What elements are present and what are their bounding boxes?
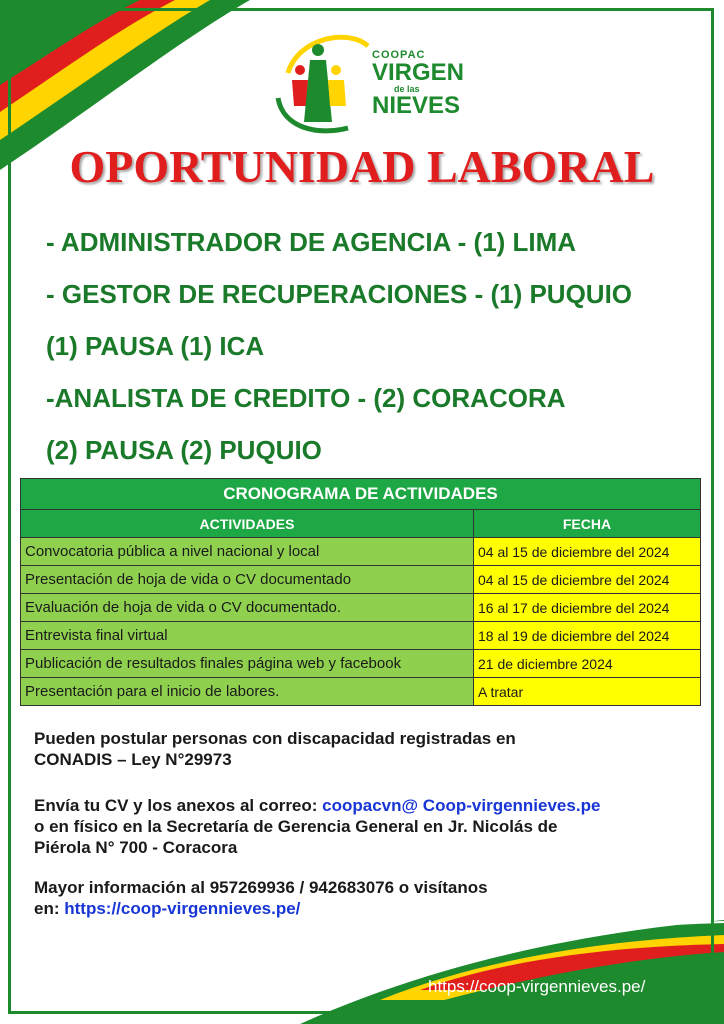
activity-cell: Presentación para el inicio de labores.: [21, 678, 474, 706]
more-info-prefix: en:: [34, 899, 65, 918]
more-info-line2: [34, 898, 488, 919]
send-cv-prefix: Envía tu CV y los anexos al correo:: [34, 796, 323, 815]
logo-virgen: VIRGEN: [372, 59, 465, 86]
email-link[interactable]: coopacvn@ Coop-virgennieves.pe: [322, 796, 601, 815]
table-row: [21, 538, 701, 566]
activity-cell: Presentación de hoja de vida o CV documentado: [21, 566, 474, 594]
send-cv-note: [34, 795, 600, 858]
date-cell: 21 de diciembre 2024: [474, 650, 701, 678]
date-cell: 04 al 15 de diciembre del 2024: [474, 566, 701, 594]
logo-nieves: NIEVES: [372, 92, 461, 119]
send-cv-line2: o en físico en la Secretaría de Gerencia General en Jr. Nicolás de: [34, 817, 558, 836]
table-row: [21, 678, 701, 706]
activity-cell: Publicación de resultados finales página web y facebook: [21, 650, 474, 678]
send-cv-line1: [34, 795, 600, 816]
activity-cell: Convocatoria pública a nivel nacional y local: [21, 538, 474, 566]
website-link[interactable]: https://coop-virgennieves.pe/: [64, 899, 301, 918]
date-cell: A tratar: [474, 678, 701, 706]
disability-note-line2: CONADIS – Ley N°29973: [34, 750, 232, 769]
position-line: - GESTOR DE RECUPERACIONES - (1) PUQUIO: [46, 279, 633, 309]
footer-url[interactable]: https://coop-virgennieves.pe/: [428, 977, 646, 996]
logo-delas: de las: [394, 84, 420, 94]
more-info-line1: Mayor información al 957269936 / 942683076 o visítanos: [34, 878, 488, 897]
date-cell: 18 al 19 de diciembre del 2024: [474, 622, 701, 650]
disability-note: [34, 728, 516, 770]
activity-cell: Entrevista final virtual: [21, 622, 474, 650]
position-line: (1) PAUSA (1) ICA: [46, 331, 265, 361]
activity-cell: Evaluación de hoja de vida o CV documentado.: [21, 594, 474, 622]
more-info-note: [34, 877, 488, 919]
send-cv-line3: Piérola N° 700 - Coracora: [34, 838, 238, 857]
table-row: [21, 566, 701, 594]
logo-wordmark: [372, 50, 464, 118]
table-row: [21, 594, 701, 622]
schedule-title: CRONOGRAMA DE ACTIVIDADES: [21, 479, 701, 510]
date-cell: 16 al 17 de diciembre del 2024: [474, 594, 701, 622]
table-row: [21, 650, 701, 678]
page-title: OPORTUNIDAD LABORAL: [69, 141, 655, 192]
logo-coopac: COOPAC: [372, 49, 426, 61]
position-line: - ADMINISTRADOR DE AGENCIA - (1) LIMA: [46, 227, 577, 257]
position-line: -ANALISTA DE CREDITO - (2) CORACORA: [46, 383, 566, 413]
disability-note-line1: Pueden postular personas con discapacidad registradas en: [34, 729, 516, 748]
schedule-table: [20, 478, 701, 706]
position-line: (2) PAUSA (2) PUQUIO: [46, 435, 322, 465]
date-cell: 04 al 15 de diciembre del 2024: [474, 538, 701, 566]
column-header-date: FECHA: [474, 510, 701, 538]
column-header-activities: ACTIVIDADES: [21, 510, 474, 538]
job-positions-list: [46, 222, 632, 482]
table-row: [21, 622, 701, 650]
